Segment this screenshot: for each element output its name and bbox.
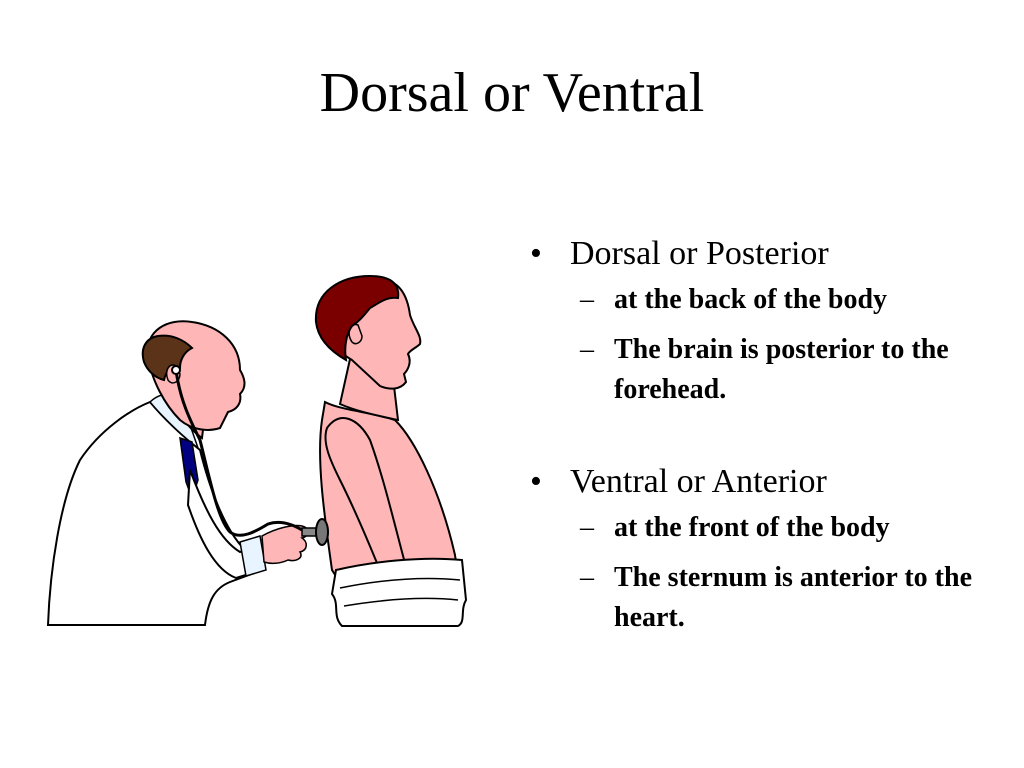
sub-item: [530, 508, 1010, 548]
sub-text: at the back of the body: [614, 284, 888, 315]
bullet-marker: •: [530, 235, 542, 272]
sub-marker: –: [580, 284, 594, 315]
doctor-examining-patient-illustration: [40, 270, 480, 635]
bullet-list: [530, 232, 1010, 648]
bullet-marker: •: [530, 463, 542, 500]
sub-marker: –: [580, 334, 594, 365]
slide-title: Dorsal or Ventral: [319, 62, 705, 124]
bullet-text-ventral: Ventral or Anterior: [570, 463, 827, 500]
sub-list: [530, 280, 1010, 410]
sub-item: [530, 558, 1010, 638]
sub-text: The brain is posterior to the forehead.: [614, 334, 949, 405]
sub-item: [530, 280, 1010, 320]
sub-text: at the front of the body: [614, 512, 890, 543]
sub-marker: –: [580, 562, 594, 593]
stethoscope-earpiece-icon: [172, 366, 180, 374]
sub-list: [530, 508, 1010, 638]
stethoscope-chestpiece-icon: [316, 519, 328, 545]
bullet-item: [530, 460, 1010, 504]
patient-towel: [332, 559, 466, 626]
sub-item: [530, 330, 1010, 410]
bullet-item: [530, 232, 1010, 276]
bullet-text-dorsal: Dorsal or Posterior: [570, 235, 829, 272]
doctor-coat: [48, 402, 262, 625]
sub-text: The sternum is anterior to the heart.: [614, 562, 972, 633]
sub-marker: –: [580, 512, 594, 543]
